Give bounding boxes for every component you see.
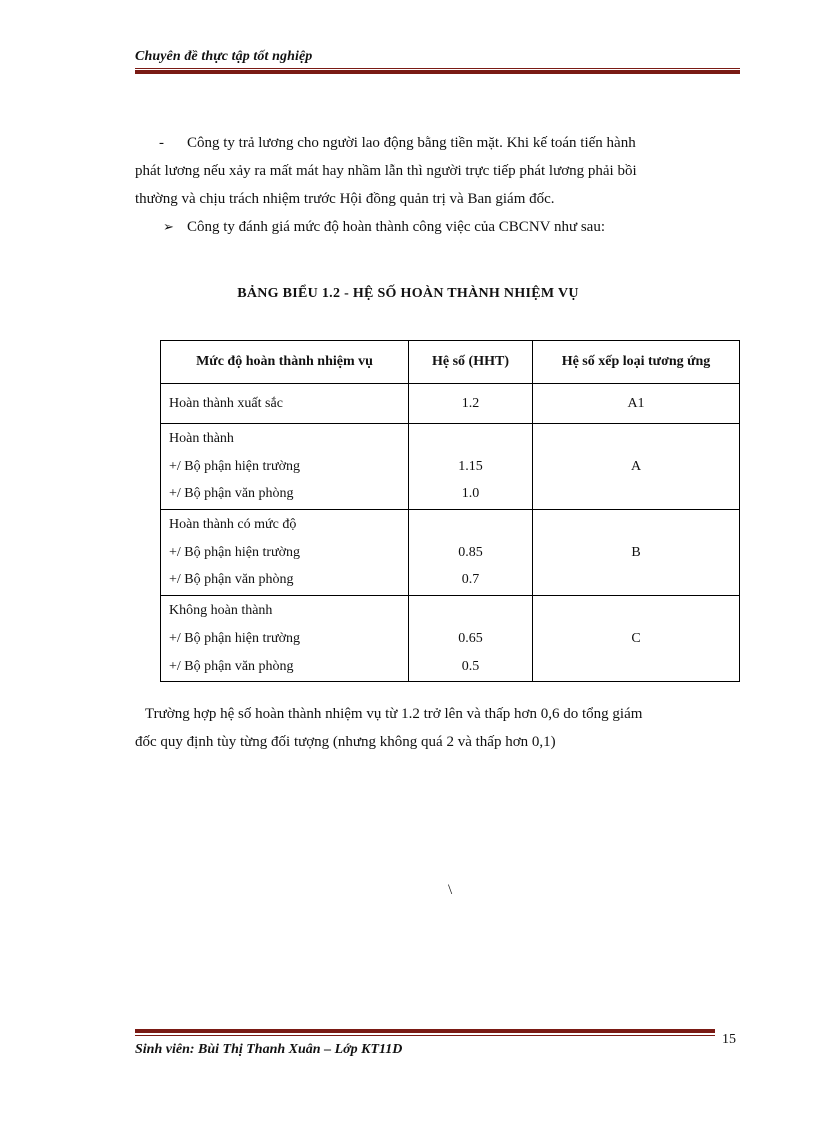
- coefficient-cell: [409, 510, 533, 596]
- coefficient-line: 1.15: [458, 458, 483, 474]
- paragraph-line: đốc quy định tùy từng đối tượng (nhưng không quá 2 và thấp hơn 0,1): [135, 734, 556, 750]
- paragraph-note: [135, 700, 740, 756]
- level-cell: [161, 596, 409, 682]
- dash-bullet: -: [159, 135, 164, 151]
- grade-cell: B: [533, 510, 740, 596]
- coefficient-line: [409, 425, 532, 453]
- level-line: +/ Bộ phận hiện trường: [169, 544, 300, 560]
- footer-rule-thin: [135, 1035, 715, 1036]
- level-line: +/ Bộ phận hiện trường: [169, 630, 300, 646]
- table-row: [161, 596, 740, 682]
- header-rule-thin: [135, 68, 740, 69]
- level-line: +/ Bộ phận văn phòng: [169, 658, 294, 674]
- level-cell: [161, 510, 409, 596]
- coefficient-line: 0.5: [461, 658, 480, 674]
- table-title: BẢNG BIỂU 1.2 - HỆ SỐ HOÀN THÀNH NHIỆM VỤ: [237, 286, 579, 301]
- grade-cell: C: [533, 596, 740, 682]
- level-line: +/ Bộ phận hiện trường: [169, 458, 300, 474]
- level-line: Không hoàn thành: [169, 603, 273, 619]
- table-row: [161, 424, 740, 510]
- stray-backslash: \: [448, 882, 453, 898]
- coefficient-line: 0.7: [461, 572, 480, 588]
- coefficient-cell: 1.2: [409, 384, 533, 424]
- column-header-grade: Hệ số xếp loại tương ứng: [533, 341, 740, 384]
- paragraph-text: Công ty đánh giá mức độ hoàn thành công việc của CBCNV như sau:: [187, 219, 606, 235]
- grade-cell: A1: [533, 384, 740, 424]
- page-number: 15: [722, 1032, 736, 1047]
- coefficient-table: [160, 340, 740, 682]
- paragraph-payment: [135, 129, 740, 241]
- header-title: Chuyên đề thực tập tốt nghiệp: [135, 49, 313, 64]
- header-rule-thick: [135, 70, 740, 74]
- table-row: [161, 510, 740, 596]
- paragraph-text: Công ty trả lương cho người lao động bằng tiền mặt. Khi kế toán tiến hành: [187, 135, 636, 151]
- level-cell: Hoàn thành xuất sắc: [161, 384, 409, 424]
- paragraph-line: phát lương nếu xảy ra mất mát hay nhầm lẫn thì người trực tiếp phát lương phải bồi: [135, 163, 637, 179]
- level-line: +/ Bộ phận văn phòng: [169, 572, 294, 588]
- level-line: +/ Bộ phận văn phòng: [169, 486, 294, 502]
- paragraph-line: Trường hợp hệ số hoàn thành nhiệm vụ từ 1.2 trở lên và thấp hơn 0,6 do tổng giám: [145, 706, 643, 722]
- paragraph-line: thường và chịu trách nhiệm trước Hội đồng quản trị và Ban giám đốc.: [135, 191, 555, 207]
- column-header-coefficient: Hệ số (HHT): [409, 341, 533, 384]
- coefficient-line: [409, 511, 532, 539]
- coefficient-cell: [409, 596, 533, 682]
- coefficient-line: 0.85: [458, 544, 483, 560]
- arrow-bullet-icon: ➢: [163, 219, 174, 234]
- coefficient-line: 0.65: [458, 630, 483, 646]
- table-row: [161, 384, 740, 424]
- coefficient-line: [409, 597, 532, 625]
- table-header-row: [161, 341, 740, 384]
- footer-student-name: Sinh viên: Bùi Thị Thanh Xuân – Lớp KT11D: [135, 1042, 403, 1057]
- grade-cell: A: [533, 424, 740, 510]
- coefficient-cell: [409, 424, 533, 510]
- paragraph-line: [135, 129, 740, 157]
- level-line: Hoàn thành: [169, 431, 234, 446]
- paragraph-line: [135, 213, 740, 241]
- footer-rule-thick: [135, 1029, 715, 1033]
- level-cell: [161, 424, 409, 510]
- coefficient-line: 1.0: [461, 486, 480, 502]
- level-line: Hoàn thành có mức độ: [169, 517, 297, 533]
- column-header-level: Mức độ hoàn thành nhiệm vụ: [161, 341, 409, 384]
